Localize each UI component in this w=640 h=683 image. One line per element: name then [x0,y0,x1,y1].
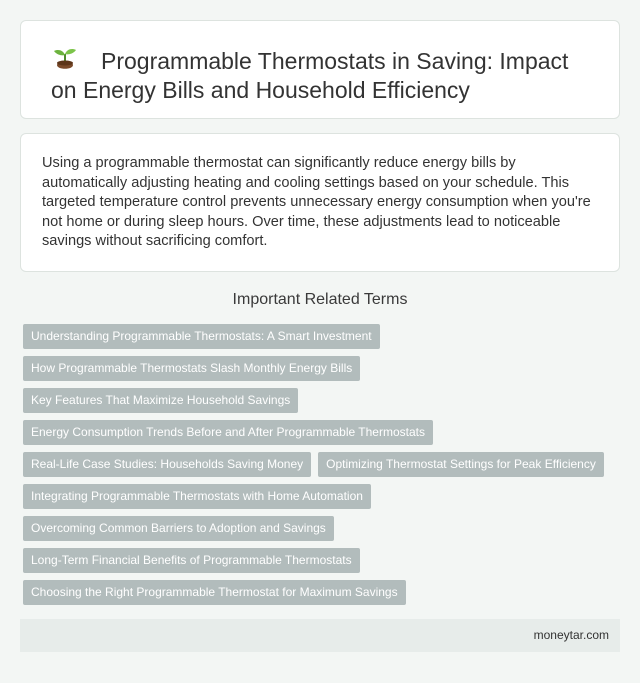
title-card [20,20,620,119]
term-tag[interactable]: Overcoming Common Barriers to Adoption and Savings [23,516,334,541]
sprout-icon [51,45,79,73]
term-tag[interactable]: Long-Term Financial Benefits of Programmable Thermostats [23,548,360,573]
term-row [23,452,623,477]
term-tag[interactable]: Understanding Programmable Thermostats: A Smart Investment [23,324,380,349]
term-row [23,516,623,541]
term-row [23,324,623,349]
page-title-text: Programmable Thermostats in Saving: Impact on Energy Bills and Household Efficiency [51,48,569,103]
related-terms-list [23,324,623,612]
term-row [23,484,623,509]
term-row [23,548,623,573]
footer [20,619,620,652]
term-tag[interactable]: Integrating Programmable Thermostats with Home Automation [23,484,371,509]
term-tag[interactable]: Choosing the Right Programmable Thermostat for Maximum Savings [23,580,406,605]
intro-paragraph: Using a programmable thermostat can significantly reduce energy bills by automatically adjusting heating and cooling settings based on your schedule. This targeted temperature control prevents unnecessary energy consumption when you're not home or during sleep hours. Over time, these adjustments lead to noticeable savings without sacrificing comfort. [42,155,591,249]
footer-site-link[interactable]: moneytar.com [533,628,609,642]
term-row [23,388,623,413]
page-title [51,45,599,105]
term-tag[interactable]: Real-Life Case Studies: Households Saving Money [23,452,311,477]
intro-card [20,133,620,272]
related-terms-heading: Important Related Terms [232,291,408,308]
term-tag[interactable]: How Programmable Thermostats Slash Monthly Energy Bills [23,356,360,381]
term-row [23,420,623,445]
term-tag[interactable]: Energy Consumption Trends Before and After Programmable Thermostats [23,420,433,445]
term-row [23,356,623,381]
term-tag[interactable]: Key Features That Maximize Household Savings [23,388,298,413]
term-row [23,580,623,605]
term-tag[interactable]: Optimizing Thermostat Settings for Peak Efficiency [318,452,604,477]
